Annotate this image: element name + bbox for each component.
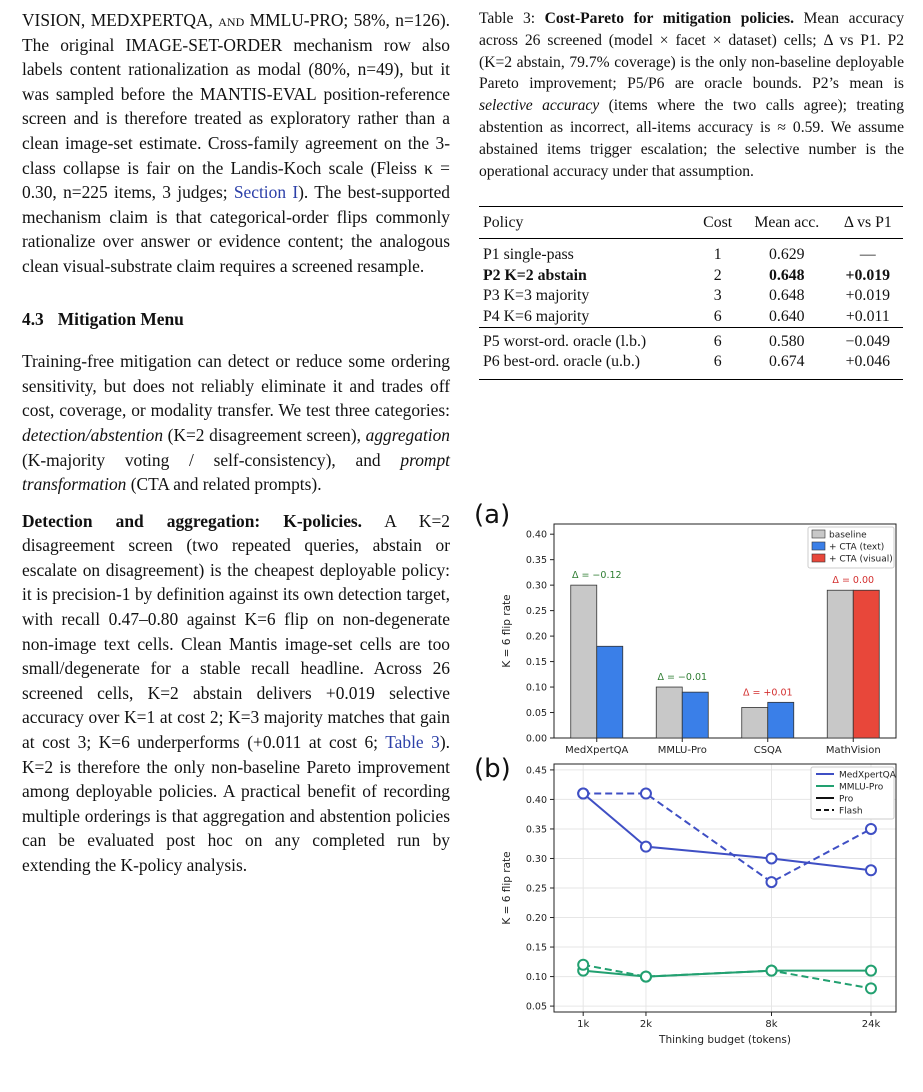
emphasis: prompt transformation — [22, 449, 450, 495]
dataset-name: MANTIS-EVAL — [200, 83, 317, 104]
y-tick-label: 0.30 — [525, 853, 547, 865]
cost-cell: 6 — [713, 353, 722, 371]
bar-cta-text — [768, 702, 794, 738]
text-run: (K-majority voting / self-consistency), and — [22, 449, 401, 470]
policy-cell: P1 single-pass — [483, 246, 574, 264]
policy-cell: P5 worst-ord. oracle (l.b.) — [479, 328, 694, 353]
text-run: ). The best-supported mechanism claim is that categorical-order flips commonly rationalize over answer or evidence content; the analogous clean visual-substrate claim requires a screened resample. — [22, 182, 450, 276]
delta-cell: −0.049 — [833, 328, 903, 353]
dataset-names: VISION, MEDXPERTQA, and MMLU-PRO — [22, 10, 344, 30]
bar-baseline — [742, 707, 768, 738]
cost-cell: 1 — [713, 246, 722, 264]
table-row — [479, 266, 903, 286]
delta-cell: — — [859, 246, 876, 264]
delta-cell: +0.019 — [845, 266, 891, 284]
text-run: mechanism row also labels content rationalization as modal (80%, n=49), but it was sampled before the — [22, 34, 450, 104]
x-tick-label: 24k — [861, 1019, 881, 1030]
mechanism-name: IMAGE-SET-ORDER — [125, 34, 283, 55]
section-link[interactable]: Section I — [233, 182, 299, 203]
y-tick-label: 0.05 — [525, 1001, 547, 1013]
text-run: A K=2 disagreement screen (two repeated queries, abstain or escalate on disagreement) is the cheapest deployable policy: it is precision-1 by definition against its own detection target, with recall 0.47–0.80 against K=6 flip on non-degenerate non-image text cells. Clean Mantis image-set cells are too small/degenerate for a stable recall headline. Across 26 screened cells, K=2 abstain delivers +0.019 selective accuracy over K=1 at cost 2; K=3 majority matches that gain at cost 3; K=6 underperforms (+0.011 at cost 6; — [22, 510, 450, 753]
y-tick-label: 0.10 — [525, 682, 547, 694]
policy-cell: P3 K=3 majority — [483, 287, 590, 305]
y-tick-label: 0.15 — [525, 657, 547, 669]
policy-cell: P2 K=2 abstain — [483, 266, 587, 284]
y-tick-label: 0.40 — [525, 794, 547, 806]
table-row — [479, 352, 903, 379]
y-tick-label: 0.05 — [525, 708, 547, 720]
delta-cell: +0.046 — [845, 353, 891, 371]
column-header: Δ vs P1 — [833, 207, 903, 239]
x-tick-label: MedXpertQA — [565, 745, 629, 756]
y-tick-label: 0.20 — [525, 631, 547, 643]
column-header: Mean acc. — [741, 207, 833, 239]
x-tick-label: 2k — [639, 1019, 653, 1030]
policy-cell: P4 K=6 majority — [483, 307, 590, 325]
text-run: ). K=2 is therefore the only non-baseline Pareto improvement among deployable policies. A practical benefit of recording multiple orderings is that aggregation and abstention policies can be evaluated post hoc on any completed run by extending the K-policy analysis. — [22, 732, 450, 875]
cost-cell: 2 — [713, 266, 722, 284]
delta-annotation: Δ = 0.00 — [832, 575, 875, 587]
legend-label: Pro — [839, 794, 854, 805]
y-tick-label: 0.15 — [525, 942, 547, 954]
y-tick-label: 0.25 — [525, 606, 547, 618]
data-point — [766, 966, 776, 976]
legend-label: + CTA (visual) — [829, 554, 893, 565]
data-point — [641, 789, 651, 799]
legend-label: Flash — [839, 806, 863, 817]
caption-text: Mean accuracy across 26 screened (model × facet × dataset) cells; Δ vs P1. P2 (K=2 abstain, 79.7% coverage) is the only non-baseline deployable Pareto improvement; P5/P6 are oracle bounds. P2’s mean is — [479, 10, 905, 93]
data-point — [641, 972, 651, 982]
caption-emphasis: selective accuracy — [479, 97, 600, 115]
table-caption — [479, 8, 904, 182]
accuracy-cell: 0.648 — [768, 287, 805, 305]
x-tick-label: 8k — [765, 1019, 778, 1030]
cost-cell: 6 — [694, 328, 741, 353]
bar-baseline — [571, 585, 597, 738]
paragraph-heading: Detection and aggregation: K-policies. — [22, 510, 363, 531]
text-run: (K=2 disagreement screen), — [163, 424, 366, 445]
line-chart-thinking-budget — [484, 760, 904, 1060]
caption-label: Table 3: — [479, 10, 545, 27]
y-tick-label: 0.30 — [525, 580, 547, 592]
column-header: Cost — [694, 207, 741, 239]
bar-chart-cta — [484, 520, 904, 760]
x-axis-label: Thinking budget (tokens) — [659, 1034, 791, 1046]
x-tick-label: 1k — [577, 1019, 590, 1030]
y-tick-label: 0.35 — [525, 824, 547, 836]
y-tick-label: 0.20 — [525, 913, 547, 925]
table-row — [479, 307, 903, 328]
text-run: position-reference screen and is therefore treated as exploratory rather than a clean image-set estimate. Cross-family agreement on the 3-class collapse is fair on the Landis-Koch scale (Fleiss κ = 0.30, n=225 items, 3 judges; — [22, 83, 450, 203]
cost-cell: 6 — [713, 307, 722, 325]
y-axis-label: K = 6 flip rate — [501, 594, 513, 668]
emphasis: detection/abstention — [22, 424, 164, 445]
y-tick-label: 0.35 — [525, 555, 547, 567]
delta-cell: +0.011 — [845, 307, 890, 325]
legend-swatch — [812, 554, 825, 562]
table-row — [479, 328, 903, 353]
y-tick-label: 0.00 — [525, 733, 547, 745]
bar-cta-text — [682, 692, 708, 738]
caption-text: (items where the two calls agree); treating abstention as incorrect, all-items accuracy is ≈ 0.59. We assume abstained items trigger escalation; the selective number is the operational accuracy under that assumption. — [479, 97, 904, 180]
delta-annotation: Δ = −0.01 — [657, 672, 708, 684]
panel-b-label: (b) — [474, 754, 511, 784]
y-tick-label: 0.45 — [525, 765, 547, 777]
accuracy-cell: 0.648 — [768, 266, 805, 284]
accuracy-cell: 0.674 — [768, 353, 805, 371]
accuracy-cell: 0.629 — [768, 246, 805, 264]
legend-label: baseline — [829, 530, 867, 541]
section-number: 4.3 — [22, 308, 44, 329]
section-heading — [22, 307, 450, 332]
legend-swatch — [812, 542, 825, 550]
paragraph-mitigation-intro — [22, 349, 450, 497]
y-tick-label: 0.25 — [525, 883, 547, 895]
table-3-block — [479, 8, 904, 380]
caption-title: Cost-Pareto for mitigation policies. — [544, 10, 795, 27]
table-link[interactable]: Table 3 — [385, 732, 440, 753]
policy-cell: P6 best-ord. oracle (u.b.) — [483, 353, 641, 371]
column-header: Policy — [479, 207, 694, 239]
delta-annotation: Δ = −0.12 — [571, 570, 622, 582]
table-header-row — [479, 207, 903, 239]
data-point — [641, 842, 651, 852]
data-point — [866, 966, 876, 976]
cost-cell: 3 — [713, 287, 722, 305]
delta-annotation: Δ = +0.01 — [742, 687, 793, 699]
data-point — [766, 877, 776, 887]
text-run: Training-free mitigation can detect or reduce some ordering sensitivity, but does not reliably eliminate it and trades off cost, coverage, or modality transfer. We test three categories: — [22, 351, 450, 421]
body-text-column — [22, 8, 450, 878]
panel-a-label: (a) — [474, 500, 511, 530]
data-point — [578, 960, 588, 970]
y-tick-label: 0.40 — [525, 529, 547, 541]
legend-label: MedXpertQA — [839, 770, 896, 781]
bar-baseline — [656, 687, 682, 738]
x-tick-label: MathVision — [825, 745, 881, 756]
bar-baseline — [827, 590, 853, 738]
data-point — [866, 824, 876, 834]
data-point — [866, 983, 876, 993]
text-run: (CTA and related prompts). — [126, 474, 322, 495]
paragraph-mechanism — [22, 8, 450, 279]
delta-cell: +0.019 — [845, 287, 891, 305]
legend-swatch — [812, 530, 825, 538]
x-tick-label: CSQA — [753, 745, 782, 756]
data-point — [866, 865, 876, 875]
table-row — [479, 239, 903, 266]
section-title: Mitigation Menu — [57, 308, 184, 329]
data-point — [766, 853, 776, 863]
paragraph-k-policies — [22, 509, 450, 878]
y-axis-label: K = 6 flip rate — [501, 851, 513, 925]
accuracy-cell: 0.580 — [741, 328, 833, 353]
pareto-table — [479, 206, 903, 379]
text-run: ; 58%, n=126). The original — [22, 10, 450, 55]
x-tick-label: MMLU-Pro — [657, 745, 707, 756]
table-row — [479, 286, 903, 306]
bar-cta-visual — [853, 590, 879, 738]
bar-cta-text — [597, 646, 623, 738]
legend-label: MMLU-Pro — [839, 782, 884, 793]
emphasis: aggregation — [365, 424, 450, 445]
legend-label: + CTA (text) — [829, 542, 885, 553]
accuracy-cell: 0.640 — [768, 307, 805, 325]
y-tick-label: 0.10 — [525, 972, 547, 984]
data-point — [578, 789, 588, 799]
